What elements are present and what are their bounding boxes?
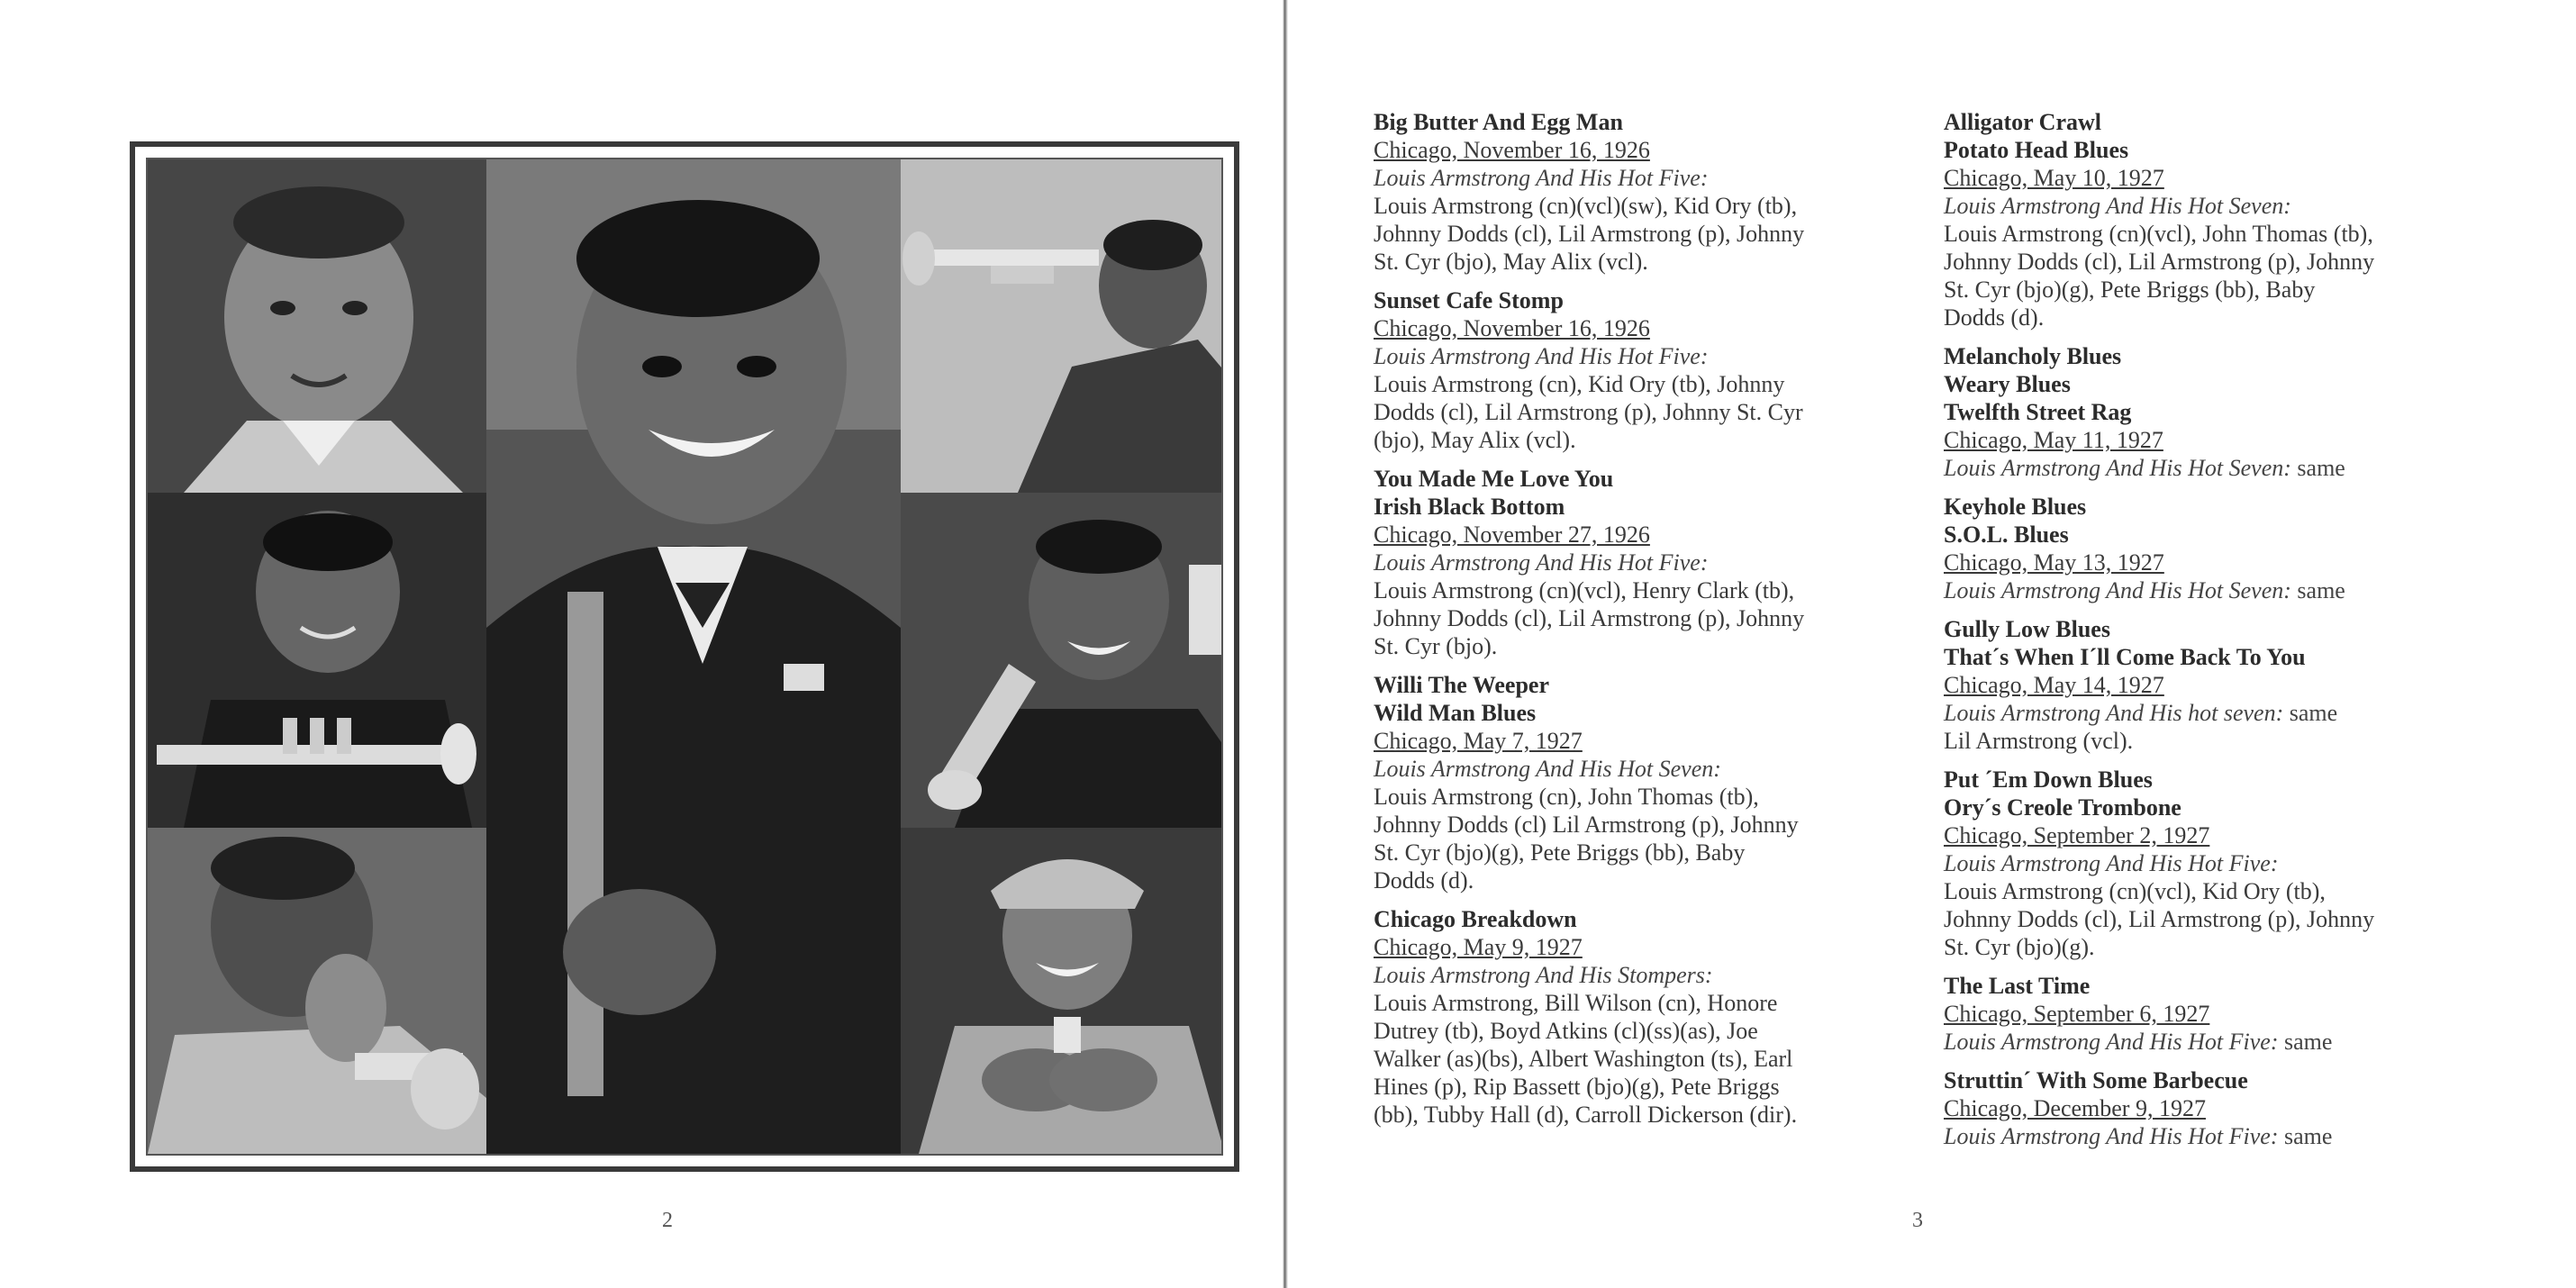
personnel-line: St. Cyr (bjo), May Alix (vcl). [1374,249,1648,275]
track-entry [1374,905,1932,1129]
band-name: Louis Armstrong And His Hot Seven: [1944,193,2291,219]
track-title: Struttin´ With Some Barbecue [1944,1067,2248,1093]
track-title: Sunset Cafe Stomp [1374,287,1564,313]
personnel-line: Walker (as)(bs), Albert Washington (ts), Earl [1374,1046,1793,1072]
personnel-line: Johnny Dodds (cl) Lil Armstrong (p), Johnny [1374,812,1799,838]
band-same-note: same [2278,1029,2333,1055]
band-name: Louis Armstrong And His Hot Five: [1944,850,2279,876]
recording-date: Chicago, November 16, 1926 [1374,315,1650,341]
track-entry [1944,493,2502,604]
track-title: Melancholy Blues [1944,343,2122,369]
discography-column-right [1944,108,2502,1161]
band-line [1944,1028,2502,1056]
personnel-line: Dutrey (tb), Boyd Atkins (cl)(ss)(as), Joe [1374,1018,1758,1044]
personnel-line: St. Cyr (bjo)(g), Pete Briggs (bb), Baby [1944,277,2316,303]
personnel-line: Louis Armstrong, Bill Wilson (cn), Honore [1374,990,1778,1016]
band-name: Louis Armstrong And His Hot Five: [1374,343,1709,369]
track-entry [1374,286,1932,454]
track-title: Put ´Em Down Blues [1944,766,2153,793]
band-same-note: same [2283,700,2338,726]
photo-holding-trumpet [148,493,486,828]
band-name: Louis Armstrong And His hot seven: [1944,700,2284,726]
band-line [1374,164,1932,192]
band-name: Louis Armstrong And His Hot Five: [1374,549,1709,576]
photo-collage-frame [130,141,1239,1172]
personnel-line: Louis Armstrong (cn)(vcl), Kid Ory (tb), [1944,878,2326,904]
track-entry [1944,108,2502,331]
personnel-line: (bb), Tubby Hall (d), Carroll Dickerson (dir). [1374,1102,1798,1128]
track-title: S.O.L. Blues [1944,522,2069,548]
recording-date: Chicago, May 14, 1927 [1944,672,2164,698]
track-entry [1944,615,2502,755]
track-title: The Last Time [1944,973,2091,999]
personnel-line: Louis Armstrong (cn)(vcl)(sw), Kid Ory (tb), [1374,193,1798,219]
band-line [1944,1122,2502,1150]
track-title: Wild Man Blues [1374,700,1537,726]
page-number-left: 2 [662,1209,673,1232]
band-name: Louis Armstrong And His Hot Seven: [1944,455,2291,481]
track-entry [1944,1066,2502,1150]
personnel-line: (bjo), May Alix (vcl). [1374,427,1576,453]
personnel-line: St. Cyr (bjo). [1374,633,1498,659]
band-line [1944,192,2502,220]
personnel-line: St. Cyr (bjo)(g), Pete Briggs (bb), Baby [1374,839,1746,866]
track-entry [1374,108,1932,276]
personnel-line: Louis Armstrong (cn), Kid Ory (tb), Johnny [1374,371,1785,397]
right-page [1288,0,2576,1288]
band-name: Louis Armstrong And His Stompers: [1374,962,1713,988]
personnel-line: St. Cyr (bjo)(g). [1944,934,2095,960]
recording-date: Chicago, December 9, 1927 [1944,1095,2206,1121]
recording-date: Chicago, September 6, 1927 [1944,1001,2210,1027]
recording-date: Chicago, May 9, 1927 [1374,934,1583,960]
photo-portrait-smiling [148,159,486,493]
personnel-line: Louis Armstrong (cn)(vcl), John Thomas (tb), [1944,221,2373,247]
band-line [1374,342,1932,370]
personnel-line: Johnny Dodds (cl), Lil Armstrong (p), Johnny [1944,249,2375,275]
personnel-line: Louis Armstrong (cn)(vcl), Henry Clark (tb), [1374,577,1795,603]
band-name: Louis Armstrong And His Hot Five: [1944,1029,2279,1055]
track-title: Ory´s Creole Trombone [1944,794,2181,821]
recording-date: Chicago, May 13, 1927 [1944,549,2164,576]
track-entry [1944,342,2502,482]
photo-trumpet-smiling [901,493,1223,828]
band-same-note: same [2278,1123,2333,1149]
recording-date: Chicago, November 27, 1926 [1374,522,1650,548]
band-name: Louis Armstrong And His Hot Five: [1374,165,1709,191]
photo-playing-trumpet [901,159,1223,493]
band-line [1944,849,2502,877]
band-line [1374,755,1932,783]
track-entry [1374,671,1932,894]
track-title: Big Butter And Egg Man [1374,109,1623,135]
track-entry [1374,465,1932,660]
photo-trumpet-close [148,828,486,1154]
track-title: Keyhole Blues [1944,494,2087,520]
band-name: Louis Armstrong And His Hot Five: [1944,1123,2279,1149]
band-same-note: same [2290,455,2345,481]
photo-cap-portrait [901,828,1223,1154]
track-title: Irish Black Bottom [1374,494,1565,520]
recording-date: Chicago, May 11, 1927 [1944,427,2163,453]
personnel-line: Hines (p), Rip Bassett (bjo)(g), Pete Briggs [1374,1074,1780,1100]
track-title: That´s When I´ll Come Back To You [1944,644,2306,670]
personnel-line: Dodds (d). [1374,867,1474,893]
personnel-line: Louis Armstrong (cn), John Thomas (tb), [1374,784,1759,810]
personnel-line: Johnny Dodds (cl), Lil Armstrong (p), Johnny [1374,605,1805,631]
personnel-line: Johnny Dodds (cl), Lil Armstrong (p), Johnny [1944,906,2375,932]
recording-date: Chicago, May 7, 1927 [1374,728,1583,754]
personnel-line: Lil Armstrong (vcl). [1944,728,2134,754]
page-number-right: 3 [1912,1209,1923,1232]
track-title: Potato Head Blues [1944,137,2129,163]
track-title: Willi The Weeper [1374,672,1550,698]
personnel-line: Dodds (d). [1944,304,2045,331]
track-title: Chicago Breakdown [1374,906,1577,932]
track-title: You Made Me Love You [1374,466,1614,492]
band-line [1374,549,1932,576]
band-line [1944,454,2502,482]
track-title: Twelfth Street Rag [1944,399,2132,425]
band-name: Louis Armstrong And His Hot Seven: [1944,577,2291,603]
track-title: Weary Blues [1944,371,2071,397]
band-name: Louis Armstrong And His Hot Seven: [1374,756,1721,782]
band-line [1944,576,2502,604]
recording-date: Chicago, November 16, 1926 [1374,137,1650,163]
personnel-line: Johnny Dodds (cl), Lil Armstrong (p), Johnny [1374,221,1805,247]
discography-column-left [1374,108,1932,1139]
track-title: Gully Low Blues [1944,616,2110,642]
recording-date: Chicago, September 2, 1927 [1944,822,2210,848]
photo-collage [146,158,1223,1156]
photo-center-portrait-laughing [486,159,901,1154]
track-entry [1944,972,2502,1056]
band-line [1374,961,1932,989]
personnel-line: Dodds (cl), Lil Armstrong (p), Johnny St. Cyr [1374,399,1803,425]
track-title: Alligator Crawl [1944,109,2101,135]
band-line [1944,699,2502,727]
band-same-note: same [2290,577,2345,603]
track-entry [1944,766,2502,961]
recording-date: Chicago, May 10, 1927 [1944,165,2164,191]
